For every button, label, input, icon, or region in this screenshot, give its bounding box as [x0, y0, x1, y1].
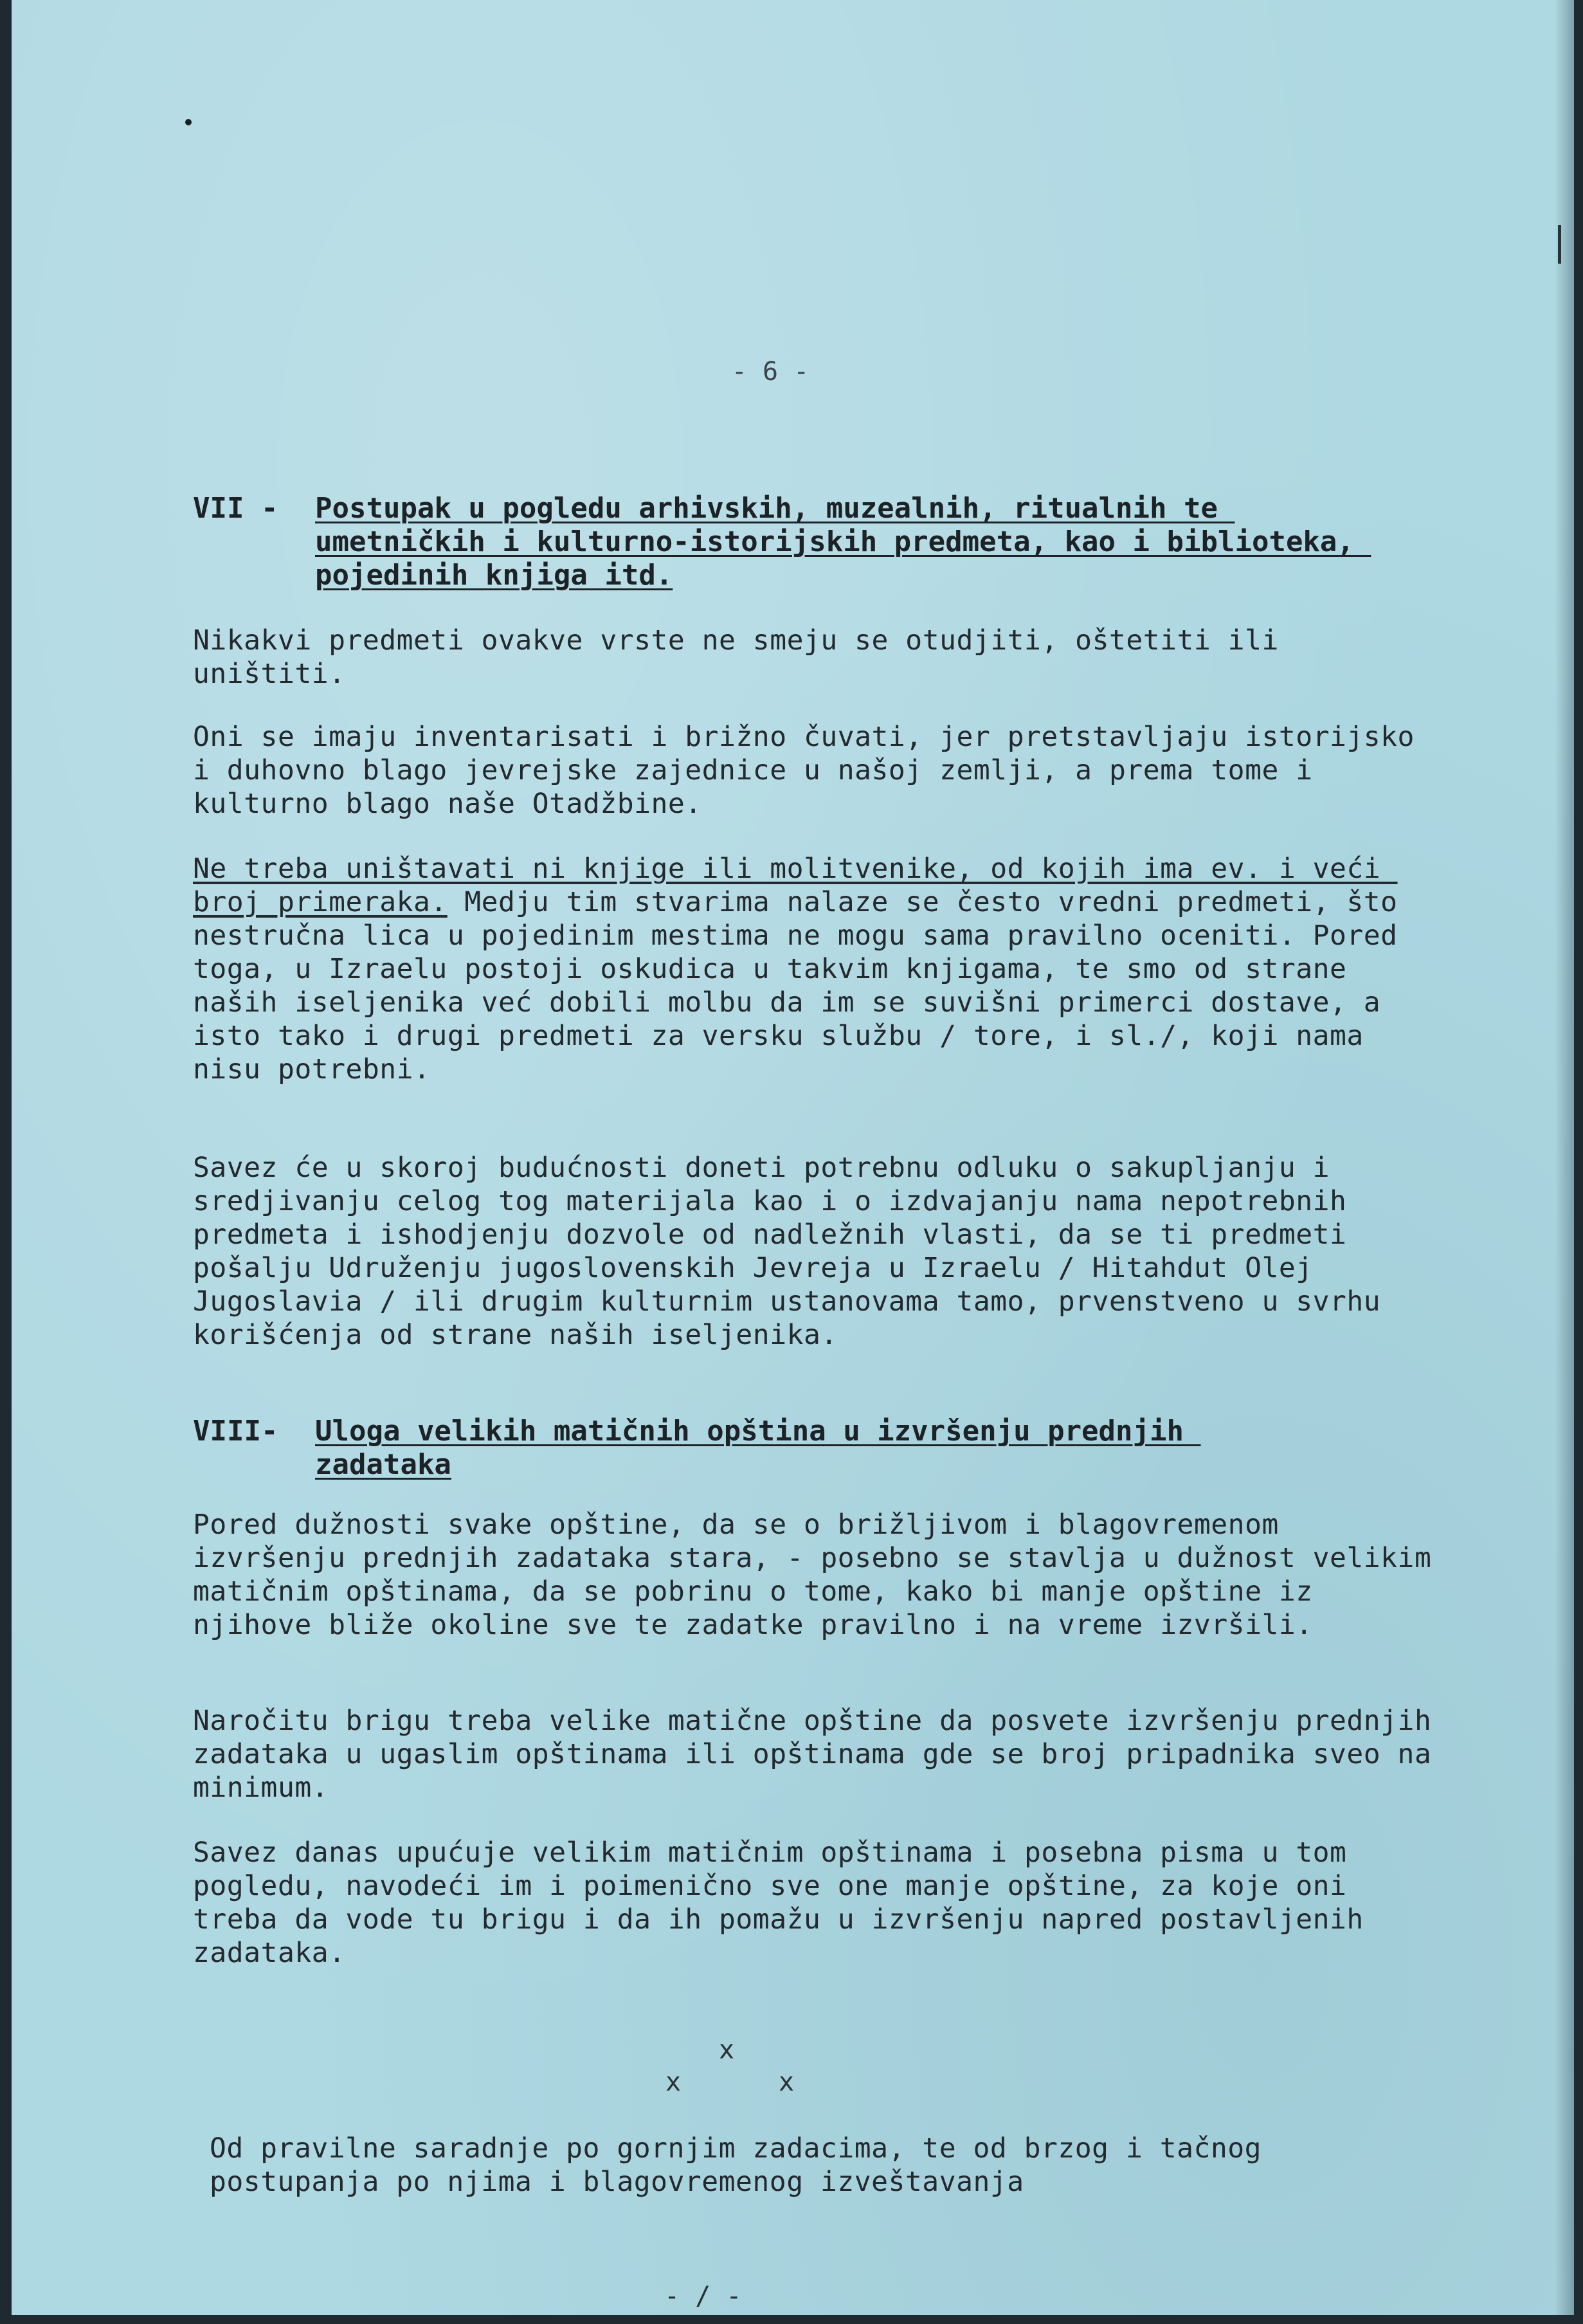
section-8-roman: VIII-	[193, 1415, 278, 1448]
closing-paragraph: Od pravilne saradnje po gornjim zadacima, te od brzog i tačnog postupanja po njima i blagovremenog izveštavanja	[210, 2132, 1279, 2198]
paragraph-7-4: Savez će u skoroj budućnosti doneti potrebnu odluku o sakupljanju i sredjivanju celog tog materijala kao i o izdvajanju nama nepotrebnih predmeta i ishodjenju dozvole od nadležnih vlasti, da se ti predmeti pošalju Udruženju jugoslovenskih Jevreja u Izraelu / Hitahdut Olej Jugoslavia / ili drugim kulturnim ustanovama tamo, prvenstveno u svrhu korišćenja od strane naših iseljenika.	[193, 1152, 1398, 1351]
separator-top-x: x	[719, 2035, 735, 2065]
paragraph-8-2: Naročitu brigu treba velike matične opštine da posvete izvršenju prednjih zadataka u ugaslim opštinama ili opštinama gde se broj pripadnika sveo na minimum.	[193, 1705, 1449, 1804]
paragraph-8-3: Savez danas upućuje velikim matičnim opštinama i posebna pisma u tom pogledu, navodeći im i poimenično sve one manje opštine, za koje oni treba da vode tu brigu i da ih pomažu u izvršenju napred postavljenih zadataka.	[193, 1837, 1381, 1969]
paragraph-7-3-rest: Medju tim stvarima nalaze se često vredni predmeti, što nestručna lica u pojedinim mestima ne mogu sama pravilno oceniti. Pored toga, u Izraelu postoji oskudica u takvim knjigama, te smo od strane naših iseljenika već dobili molbu da im se suvišni primerci dostave, a isto tako i drugi predmeti za versku službu / tore, i sl./, koji nama nisu potrebni.	[193, 886, 1415, 1085]
paragraph-7-2: Oni se imaju inventarisati i brižno čuvati, jer pretstavljaju istorijsko i duhovno blago jevrejske zajednice u našoj zemlji, a prema tome i kulturno blago naše Otadžbine.	[193, 721, 1432, 820]
continuation-mark: - / -	[664, 2282, 742, 2311]
separator-left-x: x	[665, 2067, 682, 2097]
page-number: - 6 -	[731, 357, 810, 386]
paragraph-7-3	[193, 852, 1440, 1086]
separator-right-x: x	[779, 2067, 795, 2097]
section-8-title: Uloga velikih matičnih opština u izvršenju prednjih zadataka	[315, 1415, 1201, 1481]
section-8-heading	[193, 1415, 1363, 1485]
paragraph-8-1: Pored dužnosti svake opštine, da se o brižljivom i blagovremenom izvršenju prednjih zadataka stara, - posebno se stavlja u dužnost velikim matičnim opštinama, da se pobrinu o tome, kako bi manje opštine iz njihove bliže okoline sve te zadatke pravilno i na vreme izvršili.	[193, 1509, 1449, 1641]
page-edge-shadow	[1555, 0, 1574, 2315]
paragraph-7-1: Nikakvi predmeti ovakve vrste ne smeju se otudjiti, oštetiti ili uništiti.	[193, 624, 1296, 690]
ink-tick	[1558, 225, 1561, 264]
section-7-heading	[193, 492, 1371, 595]
section-7-roman: VII -	[193, 492, 278, 525]
paragraph-7-3-underlined: Ne treba uništavati ni knjige ili molitvenike, od kojih ima ev. i veći broj primeraka.	[193, 853, 1398, 918]
ink-dot	[185, 119, 192, 125]
document-page	[12, 0, 1574, 2315]
section-7-title: Postupak u pogledu arhivskih, muzealnih, ritualnih te umetničkih i kulturno-istorijskih predmeta, kao i biblioteka, pojedinih knjiga itd.	[315, 492, 1371, 592]
